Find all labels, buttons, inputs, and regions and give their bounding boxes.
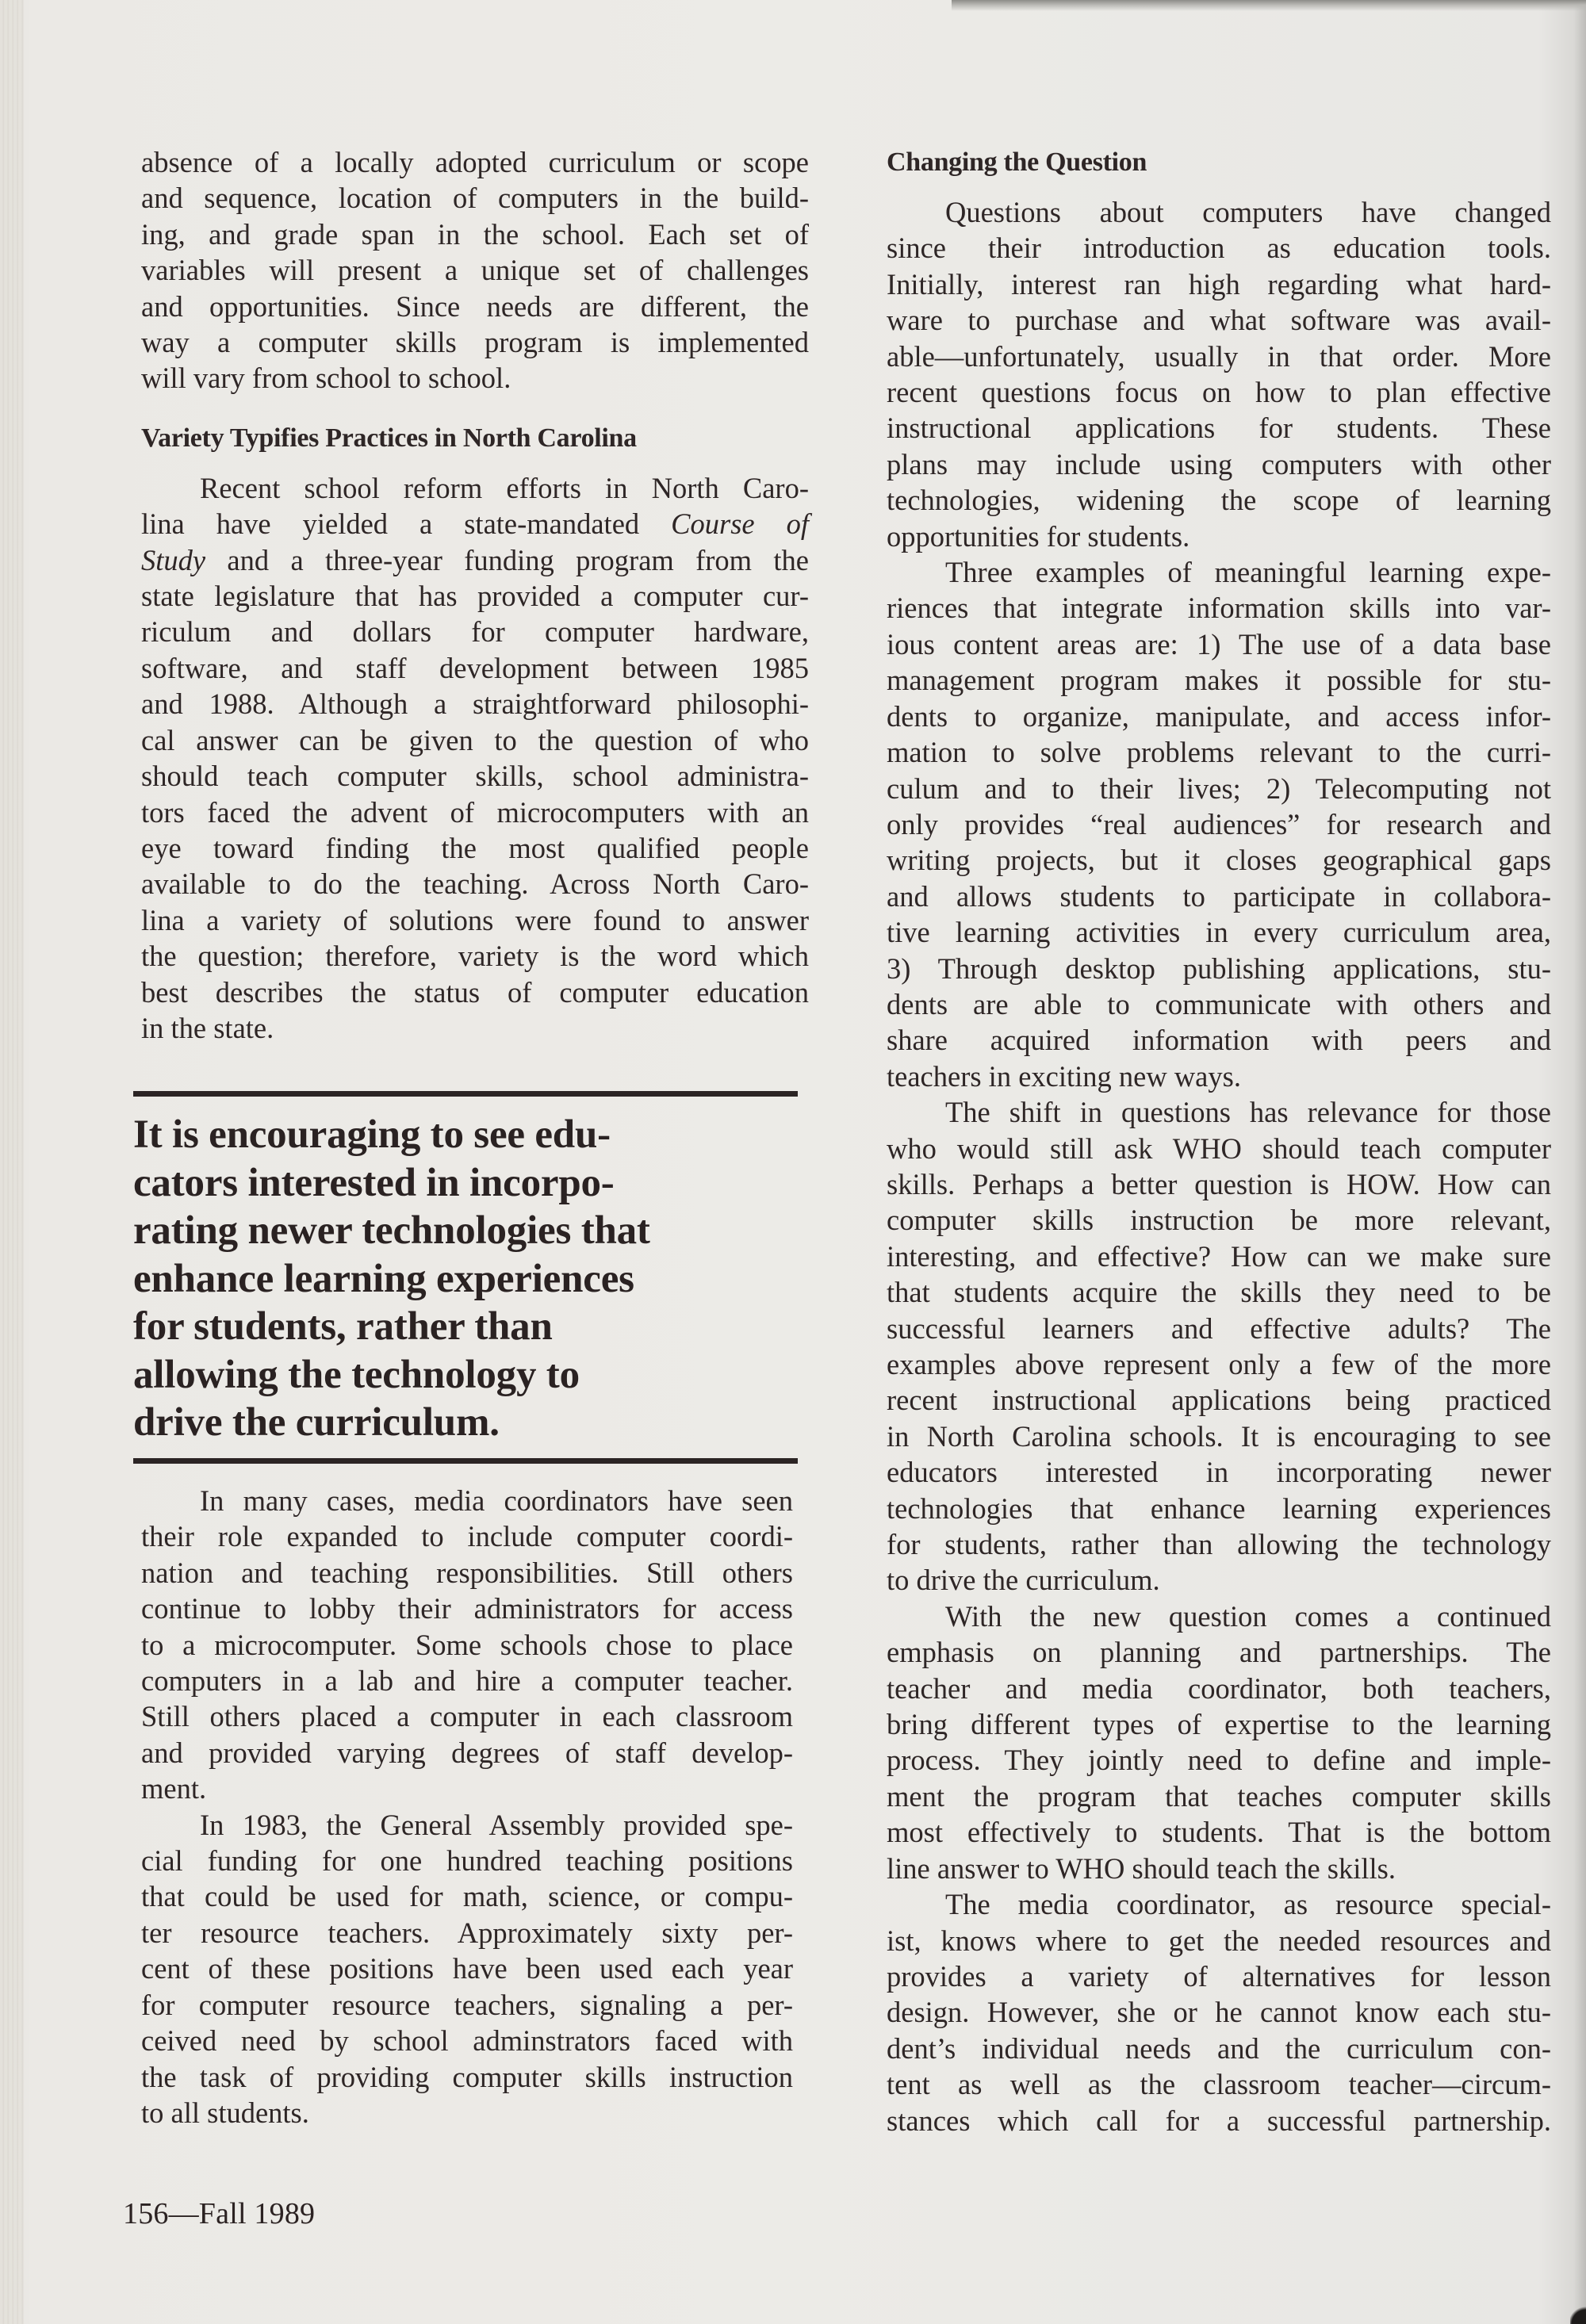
text-line: that students acquire the skills they need to be xyxy=(887,1276,1551,1309)
text-line: the task of providing computer skills instruction xyxy=(141,2060,793,2093)
italic-title-study: Study xyxy=(141,543,206,576)
text-line: way a computer skills program is implemented xyxy=(141,326,809,359)
text-line: computer skills instruction be more relevant, xyxy=(887,1204,1551,1237)
text-line: since their introduction as education tools. xyxy=(887,232,1551,265)
text-line: provides a variety of alternatives for lesson xyxy=(887,1959,1551,1993)
text-line: cial funding for one hundred teaching positions xyxy=(141,1844,793,1878)
text-line: process. They jointly need to define and imple- xyxy=(887,1744,1551,1777)
text-line: ment the program that teaches computer skills xyxy=(887,1779,1551,1813)
text-line: tors faced the advent of microcomputers with an xyxy=(141,795,809,829)
text-line: stances which call for a successful partnership. xyxy=(887,2104,1551,2137)
text-line: available to do the teaching. Across North Caro- xyxy=(141,867,809,901)
text-line: riences that integrate information skills into var- xyxy=(887,592,1551,625)
text-line: absence of a locally adopted curriculum or scope xyxy=(141,146,809,178)
text-line: best describes the status of computer education xyxy=(141,975,809,1009)
text-line xyxy=(141,542,809,578)
text-line: mation to solve problems relevant to the curri- xyxy=(887,736,1551,769)
text-line: ware to purchase and what software was avail- xyxy=(887,304,1551,337)
text-line: only provides “real audiences” for research and xyxy=(887,807,1551,840)
text-line: in the state. xyxy=(141,1011,274,1044)
section-heading-variety: Variety Typifies Practices in North Carolina xyxy=(141,423,637,453)
text-line: ing, and grade span in the school. Each set of xyxy=(141,217,809,251)
text-line: writing projects, but it closes geographical gaps xyxy=(887,844,1551,877)
text-line: In 1983, the General Assembly provided spe- xyxy=(200,1808,793,1841)
text-line: bring different types of expertise to the learning xyxy=(887,1708,1551,1741)
text-line: With the new question comes a continued xyxy=(945,1599,1551,1633)
text-line: ment. xyxy=(141,1772,207,1805)
pull-quote-top-rule xyxy=(133,1091,798,1097)
right-column xyxy=(887,144,1551,2138)
text-line: Still others placed a computer in each classroom xyxy=(141,1700,793,1733)
text-line: opportunities for students. xyxy=(887,519,1190,553)
pull-quote-line: for students, rather than xyxy=(133,1304,553,1349)
text-line xyxy=(141,506,809,542)
text-line: most effectively to students. That is the bottom xyxy=(887,1816,1551,1849)
text-line: The shift in questions has relevance for those xyxy=(945,1096,1551,1129)
text-line: management program makes it possible for stu- xyxy=(887,664,1551,697)
text-line: ceived need by school adminstrators faced with xyxy=(141,2024,793,2058)
text-line: should teach computer skills, school administra- xyxy=(141,760,809,793)
text-line: and sequence, location of computers in the build- xyxy=(141,182,809,215)
variety-paragraph xyxy=(141,470,809,1047)
text-line: and provided varying degrees of staff develop- xyxy=(141,1736,793,1769)
text-line: and opportunities. Since needs are different, the xyxy=(141,289,809,323)
section-heading-changing-question: Changing the Question xyxy=(887,147,1147,177)
text-line: emphasis on planning and partnerships. The xyxy=(887,1636,1551,1669)
text-line: teachers in exciting new ways. xyxy=(887,1059,1241,1093)
pull-quote-line: enhance learning experiences xyxy=(133,1256,634,1301)
pull-quote-line: allowing the technology to xyxy=(133,1352,580,1397)
text-line: culum and to their lives; 2) Telecomputing not xyxy=(887,771,1551,805)
questions-paragraph xyxy=(887,194,1551,554)
text-line: for students, rather than allowing the technology xyxy=(887,1528,1551,1561)
pull-quote-line: cators interested in incorpo- xyxy=(133,1160,615,1205)
text-line: their role expanded to include computer coordi- xyxy=(141,1520,793,1553)
text-line: riculum and dollars for computer hardware, xyxy=(141,615,809,649)
text-line: the question; therefore, variety is the word which xyxy=(141,940,809,973)
text-line: tent as well as the classroom teacher—circum- xyxy=(887,2068,1551,2101)
text-line: variables will present a unique set of challenges xyxy=(141,254,809,287)
text-line: software, and staff development between 1985 xyxy=(141,651,809,684)
text-line: technologies, widening the scope of learning xyxy=(887,484,1551,517)
text-line: technologies that enhance learning experiences xyxy=(887,1491,1551,1525)
text-line: in North Carolina schools. It is encouraging to see xyxy=(887,1419,1551,1453)
left-column-lower xyxy=(141,1483,793,2131)
text-line: to a microcomputer. Some schools chose to place xyxy=(141,1628,793,1661)
text-line: In many cases, media coordinators have seen xyxy=(200,1484,793,1517)
text-line: to drive the curriculum. xyxy=(887,1564,1160,1597)
text-line: state legislature that has provided a computer cur- xyxy=(141,580,809,613)
text-line: able—unfortunately, usually in that order. More xyxy=(887,339,1551,373)
text-line: computers in a lab and hire a computer teacher. xyxy=(141,1664,793,1698)
media-coordinators-paragraph xyxy=(141,1483,793,1807)
pull-quote xyxy=(133,1091,798,1464)
pull-quote-text xyxy=(133,1097,798,1458)
text-line: tive learning activities in every curriculum area, xyxy=(887,916,1551,949)
italic-title-course-of-study: Course of xyxy=(671,507,809,541)
intro-paragraph xyxy=(141,144,809,396)
pull-quote-line: drive the curriculum. xyxy=(133,1400,500,1445)
text-line: plans may include using computers with other xyxy=(887,447,1551,480)
text-line: successful learners and effective adults? The xyxy=(887,1311,1551,1345)
text-line: eye toward finding the most qualified people xyxy=(141,831,809,864)
text-line: instructional applications for students. These xyxy=(887,412,1551,445)
text-line: Recent school reform efforts in North Caro- xyxy=(200,471,809,504)
text-line: dents are able to communicate with others and xyxy=(887,987,1551,1020)
text-line: and allows students to participate in collabora- xyxy=(887,879,1551,913)
text-line: Initially, interest ran high regarding what hard- xyxy=(887,267,1551,301)
text-line: that could be used for math, science, or compu- xyxy=(141,1880,793,1913)
text-line: and 1988. Although a straightforward philosophi- xyxy=(141,687,809,721)
media-coordinator-specialist-paragraph xyxy=(887,1886,1551,2138)
text-line: design. However, she or he cannot know each stu- xyxy=(887,1996,1551,2029)
text-line: teacher and media coordinator, both teachers, xyxy=(887,1671,1551,1705)
text-line: to all students. xyxy=(141,2096,309,2129)
page-binding-edge xyxy=(0,0,24,2324)
text-line: ist, knows where to get the needed resources and xyxy=(887,1924,1551,1957)
left-column-upper xyxy=(141,144,809,1046)
text-line: Three examples of meaningful learning expe- xyxy=(945,556,1551,589)
page-corner-shadow xyxy=(1570,2292,1586,2324)
text-line: nation and teaching responsibilities. Still others xyxy=(141,1556,793,1589)
text-line: educators interested in incorporating newer xyxy=(887,1456,1551,1489)
text-segment: lina have yielded a state-mandated xyxy=(141,507,672,541)
text-line: interesting, and effective? How can we make sure xyxy=(887,1239,1551,1273)
text-line: cent of these positions have been used each year xyxy=(141,1952,793,1985)
page-top-shadow xyxy=(952,0,1586,11)
text-line: The media coordinator, as resource special- xyxy=(945,1888,1551,1921)
text-line: cal answer can be given to the question of who xyxy=(141,723,809,756)
text-line: ious content areas are: 1) The use of a data base xyxy=(887,627,1551,660)
pull-quote-line: rating newer technologies that xyxy=(133,1208,650,1253)
text-line: dent’s individual needs and the curriculum con- xyxy=(887,2031,1551,2065)
new-question-paragraph xyxy=(887,1598,1551,1886)
pull-quote-bottom-rule xyxy=(133,1458,798,1464)
text-line: lina a variety of solutions were found to answer xyxy=(141,903,809,936)
text-line: Questions about computers have changed xyxy=(945,196,1551,228)
pull-quote-line: It is encouraging to see edu- xyxy=(133,1112,611,1157)
text-line: ter resource teachers. Approximately sixty per- xyxy=(141,1916,793,1949)
page-footer-folio: 156—Fall 1989 xyxy=(123,2197,316,2230)
general-assembly-paragraph xyxy=(141,1807,793,2131)
text-line: skills. Perhaps a better question is HOW. How can xyxy=(887,1167,1551,1200)
text-line: share acquired information with peers and xyxy=(887,1024,1551,1057)
text-line: recent questions focus on how to plan effective xyxy=(887,376,1551,409)
text-segment: and a three-year funding program from the xyxy=(205,543,809,576)
text-line: recent instructional applications being practiced xyxy=(887,1384,1551,1417)
text-line: for computer resource teachers, signaling a per- xyxy=(141,1988,793,2021)
text-line: examples above represent only a few of the more xyxy=(887,1348,1551,1380)
text-line: line answer to WHO should teach the skills. xyxy=(887,1851,1396,1885)
shift-in-questions-paragraph xyxy=(887,1094,1551,1598)
text-line: 3) Through desktop publishing applications, stu- xyxy=(887,951,1551,985)
text-line: dents to organize, manipulate, and access infor- xyxy=(887,699,1551,733)
text-line: continue to lobby their administrators for access xyxy=(141,1592,793,1625)
three-examples-paragraph xyxy=(887,554,1551,1094)
text-line: who would still ask WHO should teach computer xyxy=(887,1131,1551,1165)
text-line: will vary from school to school. xyxy=(141,362,511,395)
